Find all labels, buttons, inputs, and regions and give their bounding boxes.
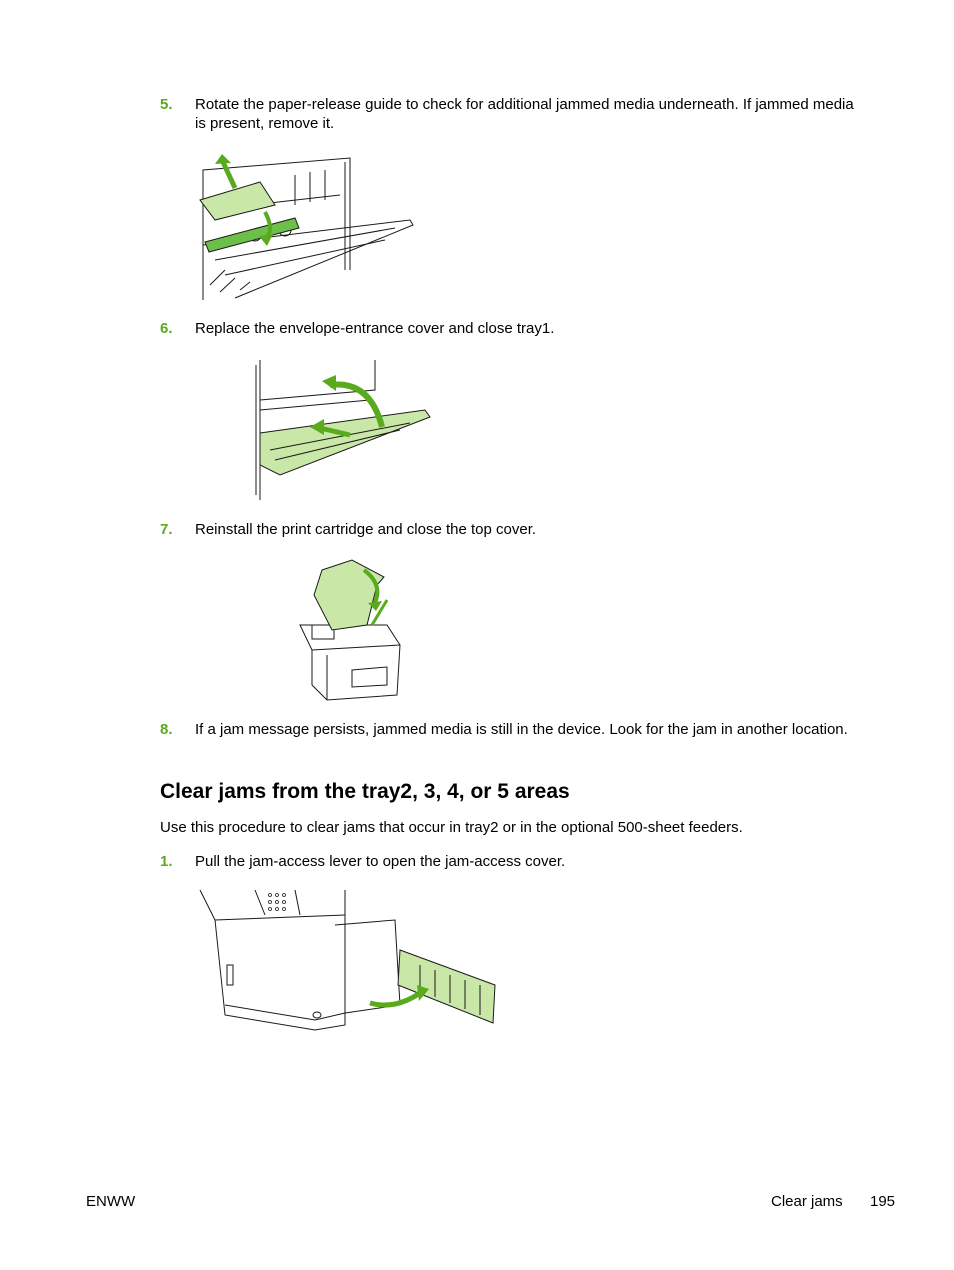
figure-close-tray1 xyxy=(240,355,440,505)
figure-open-jam-access-cover xyxy=(195,885,505,1035)
step-6 xyxy=(160,319,860,338)
step-5 xyxy=(160,95,860,133)
step-1 xyxy=(160,852,860,871)
step-number: 7. xyxy=(160,521,173,538)
step-number: 8. xyxy=(160,721,173,738)
step-text: Pull the jam-access lever to open the jam-access cover. xyxy=(195,853,566,870)
step-8 xyxy=(160,720,860,739)
step-number: 6. xyxy=(160,320,173,337)
step-text: If a jam message persists, jammed media is still in the device. Look for the jam in another location. xyxy=(195,721,848,738)
footer-section: Clear jams xyxy=(771,1193,843,1210)
section-intro: Use this procedure to clear jams that occur in tray2 or in the optional 500-sheet feeders. xyxy=(160,819,743,836)
step-text: Rotate the paper-release guide to check for additional jammed media underneath. If jammed media is present, remove it. xyxy=(195,96,854,132)
page-number: 195 xyxy=(870,1193,896,1210)
step-number: 5. xyxy=(160,96,173,113)
step-text: Reinstall the print cartridge and close the top cover. xyxy=(195,521,537,538)
figure-close-top-cover xyxy=(292,555,412,703)
step-number: 1. xyxy=(160,853,173,870)
footer-left: ENWW xyxy=(86,1193,136,1210)
section-heading: Clear jams from the tray2, 3, 4, or 5 areas xyxy=(160,780,570,803)
step-text: Replace the envelope-entrance cover and close tray1. xyxy=(195,320,555,337)
figure-paper-release-guide xyxy=(195,150,420,305)
step-7 xyxy=(160,520,860,539)
